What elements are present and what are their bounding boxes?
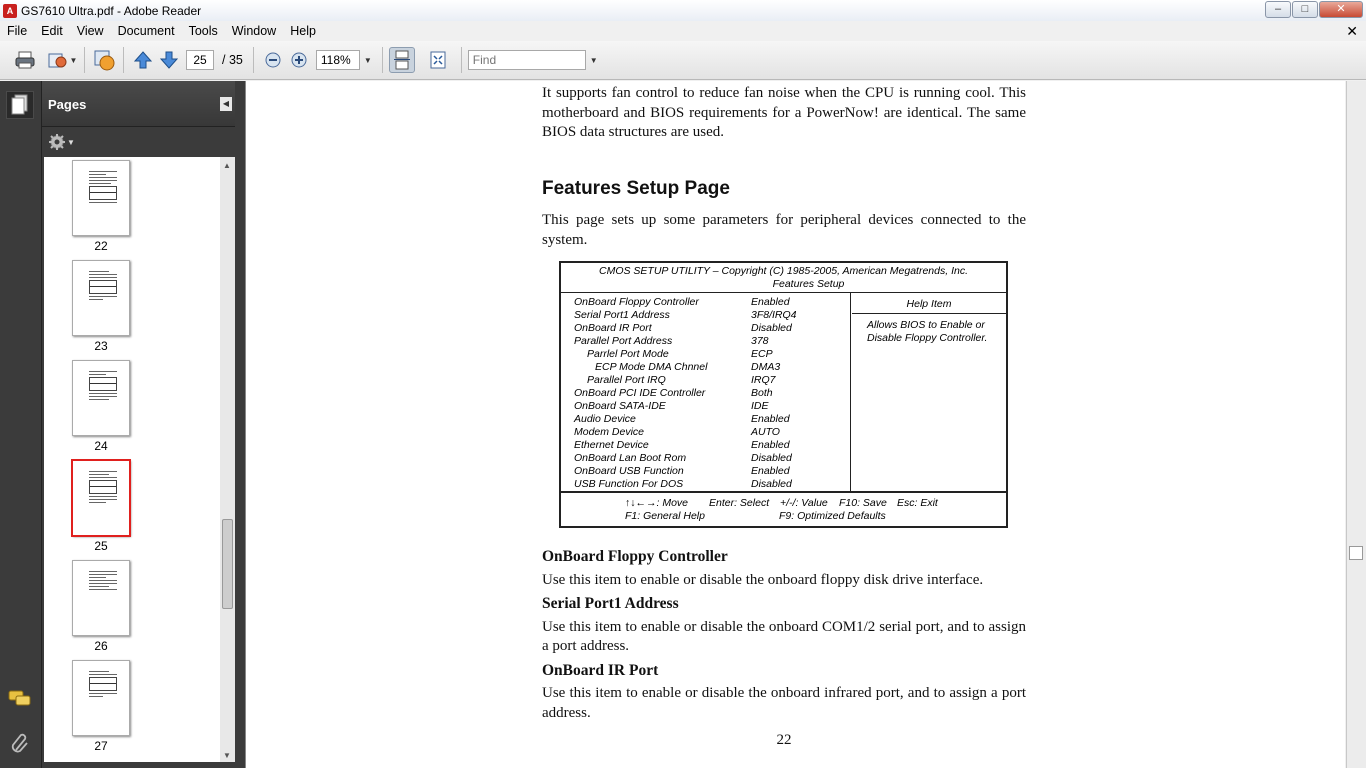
bios-help-panel: [852, 293, 1006, 493]
bios-value: Both: [751, 387, 773, 399]
footer-move: ↑↓←→: Move: [625, 497, 689, 509]
bios-value: ECP: [751, 348, 773, 360]
thumbnail-label: 26: [94, 639, 108, 653]
bios-row: [561, 374, 850, 387]
thumbnail-label: 27: [94, 739, 108, 753]
pdf-page-sections: [542, 547, 1026, 751]
menu-bar: [0, 21, 1366, 41]
bios-row: [561, 309, 850, 322]
page-number: 22: [776, 732, 792, 748]
menu-window[interactable]: Window: [231, 24, 277, 38]
page-total: / 35: [222, 53, 243, 67]
bios-item: OnBoard IR Port: [574, 322, 652, 334]
document-scroll-thumb[interactable]: [1349, 546, 1363, 560]
footer-save: F10: Save: [839, 497, 887, 509]
bios-value: Enabled: [751, 413, 790, 425]
comments-button[interactable]: [8, 687, 32, 711]
zoom-in-icon: [290, 51, 308, 69]
fit-page-icon: [428, 50, 448, 70]
fit-page-button[interactable]: [425, 47, 451, 73]
thumbnails-list: [44, 157, 220, 762]
bios-value: DMA3: [751, 361, 781, 373]
bios-item: Audio Device: [574, 413, 636, 425]
bios-value: Disabled: [751, 322, 792, 334]
bios-footer: [561, 495, 1006, 523]
section-heading: Features Setup Page: [542, 178, 730, 199]
zoom-out-icon: [264, 51, 282, 69]
thumbnails-scroll-thumb[interactable]: [222, 519, 233, 609]
thumbnail-label: 24: [94, 439, 108, 453]
bios-row: [561, 322, 850, 335]
pages-panel: [42, 81, 235, 768]
zoom-dropdown-icon[interactable]: ▼: [363, 55, 372, 65]
bios-value: IRQ7: [751, 374, 776, 386]
bios-row: [561, 413, 850, 426]
help-item-title: Help Item: [852, 293, 1006, 314]
bios-title: CMOS SETUP UTILITY – Copyright (C) 1985-2005, American Megatrends, Inc.: [598, 265, 968, 277]
bios-header: [561, 263, 1006, 293]
zoom-input[interactable]: [316, 50, 360, 70]
bios-subtitle: Features Setup: [772, 278, 845, 290]
close-document-icon[interactable]: ✕: [1346, 23, 1358, 39]
bios-item: OnBoard Lan Boot Rom: [574, 452, 687, 464]
scroll-up-icon[interactable]: ▲: [223, 161, 231, 170]
bios-row: [561, 296, 850, 309]
scroll-down-icon[interactable]: ▼: [223, 751, 231, 760]
share-icon: [47, 50, 69, 70]
thumbnail-page-22[interactable]: [72, 160, 130, 236]
arrow-down-icon: [158, 49, 180, 71]
comments-icon: [8, 689, 32, 709]
bios-value: Enabled: [751, 465, 790, 477]
panel-options-bar: [42, 127, 235, 157]
minimize-button[interactable]: –: [1265, 1, 1291, 18]
bios-row: [561, 426, 850, 439]
pages-panel-header: [42, 81, 235, 127]
thumbnail-label: 23: [94, 339, 108, 353]
collaborate-icon: [92, 48, 116, 72]
scrolling-mode-button[interactable]: [389, 47, 415, 73]
bios-item: Modem Device: [574, 426, 645, 438]
adobe-reader-icon: A: [3, 4, 17, 18]
bios-item: Parallel Port IRQ: [587, 374, 666, 386]
bios-row: [561, 400, 850, 413]
thumbnail-page-26[interactable]: [72, 560, 130, 636]
gear-icon: [48, 133, 66, 151]
print-button[interactable]: [12, 47, 38, 73]
find-input[interactable]: [468, 50, 586, 70]
options-menu-button[interactable]: ▼: [48, 133, 75, 151]
bios-row: [561, 387, 850, 400]
subsection-title: Serial Port1 Address: [542, 595, 679, 612]
subsection-text: Use this item to enable or disable the onboard floppy disk drive interface.: [542, 571, 984, 588]
scroll-page-icon: [393, 50, 411, 70]
pages-panel-button[interactable]: [6, 91, 34, 119]
bios-item: OnBoard SATA-IDE: [574, 400, 666, 412]
panel-splitter[interactable]: [235, 81, 245, 768]
bios-row: [561, 465, 850, 478]
maximize-button[interactable]: □: [1292, 1, 1318, 18]
thumbnail-label: 25: [94, 539, 108, 553]
bios-value: Disabled: [751, 452, 792, 464]
bios-row: [561, 478, 850, 491]
menu-document[interactable]: Document: [117, 24, 175, 38]
zoom-out-button[interactable]: [260, 47, 286, 73]
bios-settings-list: [561, 293, 851, 493]
bios-value: Enabled: [751, 439, 790, 451]
thumbnail-page-25[interactable]: [72, 460, 130, 536]
bios-value: 3F8/IRQ4: [751, 309, 797, 321]
collapse-panel-button[interactable]: ◀: [220, 97, 232, 111]
paperclip-icon: [10, 732, 30, 754]
footer-value: +/-/: Value: [780, 497, 828, 509]
footer-defaults: F9: Optimized Defaults: [779, 510, 886, 522]
bios-row: [561, 348, 850, 361]
bios-item: Serial Port1 Address: [574, 309, 670, 321]
bios-row: [561, 335, 850, 348]
footer-help: F1: General Help: [625, 510, 705, 522]
bios-value: AUTO: [751, 426, 780, 438]
pages-icon: [11, 94, 29, 116]
bios-item: ECP Mode DMA Chnnel: [595, 361, 708, 373]
window-title: GS7610 Ultra.pdf - Adobe Reader: [21, 3, 202, 18]
bios-row: [561, 439, 850, 452]
help-item-text: Allows BIOS to Enable or Disable Floppy Controller.: [867, 319, 988, 344]
footer-enter: Enter: Select: [709, 497, 770, 509]
document-view: [245, 81, 1345, 768]
bios-item: OnBoard Floppy Controller: [574, 296, 699, 308]
thumbnails-scrollbar[interactable]: [220, 157, 235, 762]
subsection-text: Use this item to enable or disable the onboard COM1/2 serial port, and to assign a port address.: [542, 618, 1026, 654]
menu-file[interactable]: File: [7, 24, 28, 38]
page-number-input[interactable]: [186, 50, 214, 70]
menu-help[interactable]: Help: [290, 24, 316, 38]
bios-item: OnBoard USB Function: [574, 465, 684, 477]
bios-item: OnBoard PCI IDE Controller: [574, 387, 706, 399]
menu-tools[interactable]: Tools: [188, 24, 218, 38]
footer-exit: Esc: Exit: [897, 497, 938, 509]
bios-body: [561, 293, 1006, 493]
bios-item: Parallel Port Address: [574, 335, 673, 347]
arrow-up-icon: [132, 49, 154, 71]
subsection-title: OnBoard IR Port: [542, 661, 659, 679]
zoom-in-button[interactable]: [286, 47, 312, 73]
attachments-button[interactable]: [8, 731, 32, 755]
intro-paragraph: It supports fan control to reduce fan noise when the CPU is running cool. This motherboard and BIOS requirements for a PowerNow! are identical. The same BIOS data structures are used.: [542, 85, 1026, 140]
previous-page-button[interactable]: [130, 47, 156, 73]
section-intro: This page sets up some parameters for peripheral devices connected to the system.: [542, 212, 1026, 248]
thumbnail-page-27[interactable]: [72, 660, 130, 736]
bios-value: Disabled: [751, 478, 792, 490]
navigation-pane-strip: [0, 81, 42, 768]
bios-item: Parrlel Port Mode: [587, 348, 669, 360]
thumbnail-page-23[interactable]: [72, 260, 130, 336]
collaborate-button[interactable]: [91, 47, 117, 73]
menu-edit[interactable]: Edit: [41, 24, 63, 38]
toolbar: [0, 41, 1366, 80]
bios-value: IDE: [751, 400, 769, 412]
bios-setup-screen: [559, 261, 1008, 528]
close-button[interactable]: ✕: [1319, 1, 1363, 18]
document-scrollbar[interactable]: [1346, 81, 1366, 768]
thumbnail-page-24[interactable]: [72, 360, 130, 436]
bios-row: [561, 452, 850, 465]
bios-value: Enabled: [751, 296, 790, 308]
title-bar: [0, 0, 1366, 21]
subsection-title: OnBoard Floppy Controller: [542, 548, 728, 565]
pages-panel-title: Pages: [48, 97, 87, 112]
menu-view[interactable]: View: [76, 24, 104, 38]
bios-value: 378: [751, 335, 769, 347]
print-icon: [14, 50, 36, 70]
thumbnail-label: 22: [94, 239, 108, 253]
share-button[interactable]: ▼: [46, 47, 78, 73]
next-page-button[interactable]: [156, 47, 182, 73]
subsection-text: Use this item to enable or disable the onboard infrared port, and to assign a port address.: [542, 685, 1026, 721]
bios-item: Ethernet Device: [574, 439, 649, 451]
find-dropdown-icon[interactable]: ▼: [589, 55, 598, 65]
bios-row: [561, 361, 850, 374]
bios-item: USB Function For DOS: [574, 478, 684, 490]
